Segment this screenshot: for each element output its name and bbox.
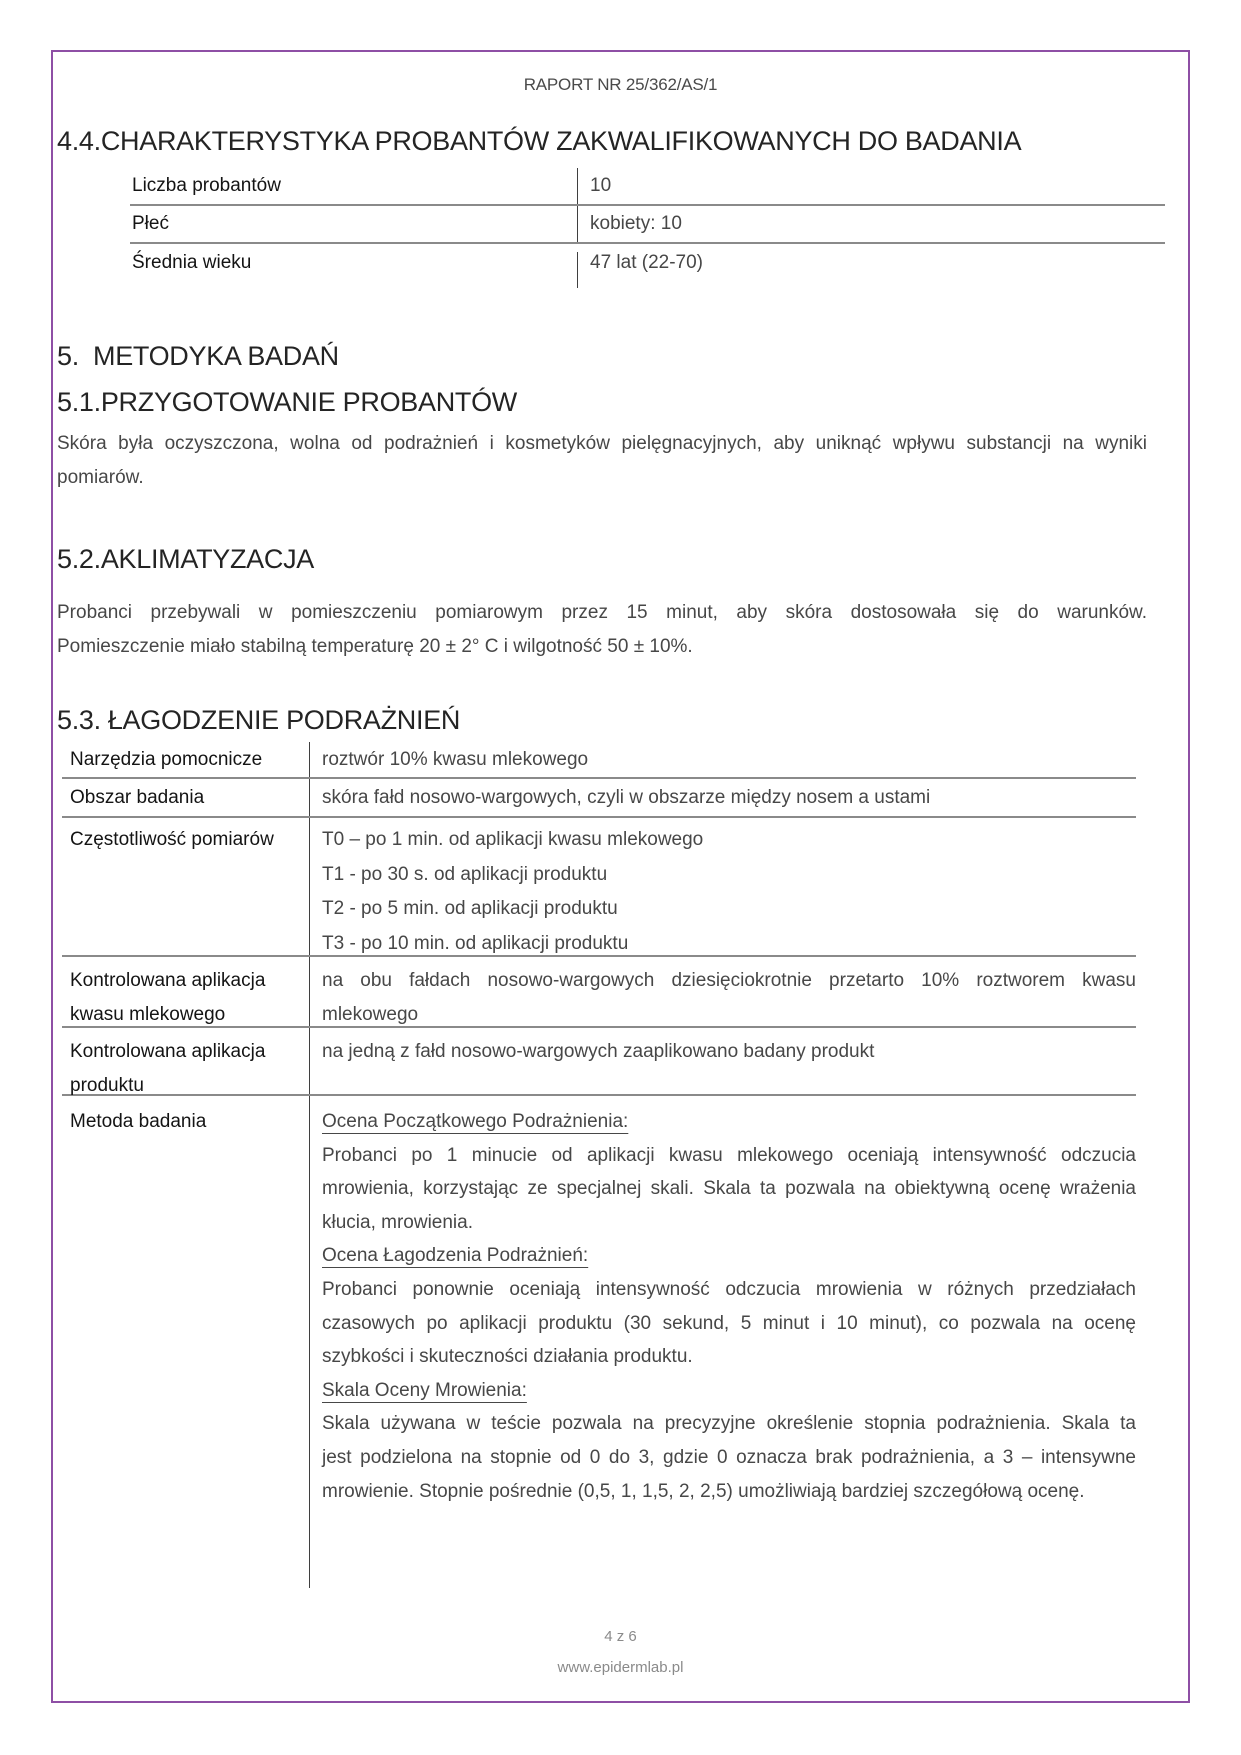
section-number: 5.3. — [57, 705, 101, 735]
section-number: 4.4. — [57, 126, 101, 156]
text-line: Metoda badania — [70, 1111, 207, 1132]
section-number: 5. — [57, 341, 79, 371]
page-indicator: 4 z 6 — [604, 1628, 637, 1645]
text-line: mrowienia, korzystając ze specjalnej skali. Skala ta pozwala na obiektywną ocenę wrażenia — [322, 1178, 1136, 1200]
row-label — [62, 1028, 310, 1094]
table-row — [62, 957, 1136, 1028]
text-line: Probanci po 1 minucie od aplikacji kwasu mlekowego oceniają intensywność odczucia — [322, 1144, 1136, 1166]
row-content — [310, 957, 1136, 1026]
section-heading-4-4 — [57, 126, 1021, 157]
paragraph-5-2 — [57, 596, 1147, 664]
section-title: ŁAGODZENIE PODRAŻNIEŃ — [107, 705, 461, 735]
row-value: kobiety: 10 — [590, 213, 682, 234]
section-heading-5-2 — [57, 544, 314, 575]
row-content — [310, 779, 1136, 816]
section-title: METODYKA BADAŃ — [93, 341, 339, 371]
row-value: 47 lat (22-70) — [590, 252, 704, 273]
text-line: Probanci ponownie oceniają intensywność odczucia mrowienia w różnych przedziałach — [322, 1278, 1136, 1300]
text-line: Skala używana w teście pozwala na precyzyjne określenie stopnia podrażnienia. Skala ta — [322, 1413, 1136, 1435]
row-label — [62, 1096, 310, 1588]
text-line: pomiarów. — [57, 467, 144, 488]
website-footer: www.epidermlab.pl — [557, 1659, 684, 1676]
text-line: skóra fałd nosowo-wargowych, czyli w obszarze między nosem a ustami — [322, 787, 931, 808]
text-line: T3 - po 10 min. od aplikacji produktu — [322, 932, 629, 954]
text-line: jest podzielona na stopnie od 0 do 3, gdzie 0 oznacza brak podrażnienia, a 3 – intensywne — [322, 1446, 1136, 1468]
text-line: Skala Oceny Mrowienia: — [322, 1379, 527, 1401]
paragraph-5-1 — [57, 427, 1147, 495]
text-line: Ocena Łagodzenia Podrażnień: — [322, 1245, 589, 1267]
row-content — [310, 818, 1136, 955]
row-content — [310, 1096, 1136, 1588]
text-line: mrowienie. Stopnie pośrednie (0,5, 1, 1,5, 2, 2,5) umożliwiają bardziej szczegółową ocenę. — [322, 1480, 1085, 1502]
text-line: Probanci przebywali w pomieszczeniu pomiarowym przez 15 minut, aby skóra dostosowała się do warunków. — [57, 602, 1147, 623]
section-title: CHARAKTERYSTYKA PROBANTÓW ZAKWALIFIKOWANYCH DO BADANIA — [100, 126, 1022, 156]
text-line: produktu — [70, 1075, 144, 1096]
row-label: Średnia wieku — [130, 252, 578, 288]
text-line: Ocena Początkowego Podrażnienia: — [322, 1111, 629, 1132]
row-content — [310, 742, 1136, 777]
text-line: szybkości i skuteczności działania produktu. — [322, 1346, 693, 1368]
row-label: Płeć — [130, 206, 578, 242]
text-line: na jedną z fałd nosowo-wargowych zaaplikowano badany produkt — [322, 1041, 875, 1062]
row-label — [62, 957, 310, 1026]
method-table — [62, 742, 1136, 1588]
table-row — [62, 1028, 1136, 1096]
row-label: Liczba probantów — [130, 168, 578, 204]
row-label — [62, 818, 310, 955]
text-line: Skóra była oczyszczona, wolna od podrażnień i kosmetyków pielęgnacyjnych, aby uniknąć wpływu substancji na wyniki — [57, 433, 1147, 454]
text-line: Częstotliwość pomiarów — [70, 829, 274, 850]
table-row — [62, 818, 1136, 957]
text-line: Kontrolowana aplikacja — [70, 970, 266, 991]
table-row — [130, 244, 1165, 288]
section-number: 5.1. — [57, 387, 101, 417]
text-line: kwasu mlekowego — [70, 1004, 226, 1025]
participants-table — [130, 168, 1165, 288]
section-heading-5-1 — [57, 387, 517, 418]
table-row — [62, 779, 1136, 818]
text-line: mlekowego — [322, 1004, 419, 1025]
section-title: PRZYGOTOWANIE PROBANTÓW — [100, 387, 517, 417]
section-number: 5.2. — [57, 544, 101, 574]
report-number: RAPORT NR 25/362/AS/1 — [523, 75, 718, 94]
text-line: Kontrolowana aplikacja — [70, 1041, 266, 1062]
row-content — [310, 1028, 1136, 1094]
text-line: T1 - po 30 s. od aplikacji produktu — [322, 863, 608, 885]
table-row — [130, 206, 1165, 244]
section-title: AKLIMATYZACJA — [100, 544, 314, 574]
text-line: T2 - po 5 min. od aplikacji produktu — [322, 898, 618, 920]
text-line: kłucia, mrowienia. — [322, 1211, 473, 1233]
row-value: 10 — [590, 175, 612, 196]
table-row — [62, 1096, 1136, 1588]
table-row — [62, 742, 1136, 779]
section-heading-5-3 — [57, 705, 460, 736]
text-line: czasowych po aplikacji produktu (30 sekund, 5 minut i 10 minut), co pozwala na ocenę — [322, 1312, 1136, 1334]
section-heading-5 — [57, 341, 339, 372]
text-line: T0 – po 1 min. od aplikacji kwasu mlekowego — [322, 829, 704, 850]
text-line: roztwór 10% kwasu mlekowego — [322, 749, 589, 770]
table-row — [130, 168, 1165, 206]
text-line: Pomieszczenie miało stabilną temperaturę 20 ± 2° C i wilgotność 50 ± 10%. — [57, 636, 693, 657]
text-line: na obu fałdach nosowo-wargowych dziesięciokrotnie przetarto 10% roztworem kwasu — [322, 970, 1136, 991]
text-line: Narzędzia pomocnicze — [70, 749, 263, 770]
text-line: Obszar badania — [70, 787, 205, 808]
row-label — [62, 779, 310, 816]
row-label — [62, 742, 310, 777]
